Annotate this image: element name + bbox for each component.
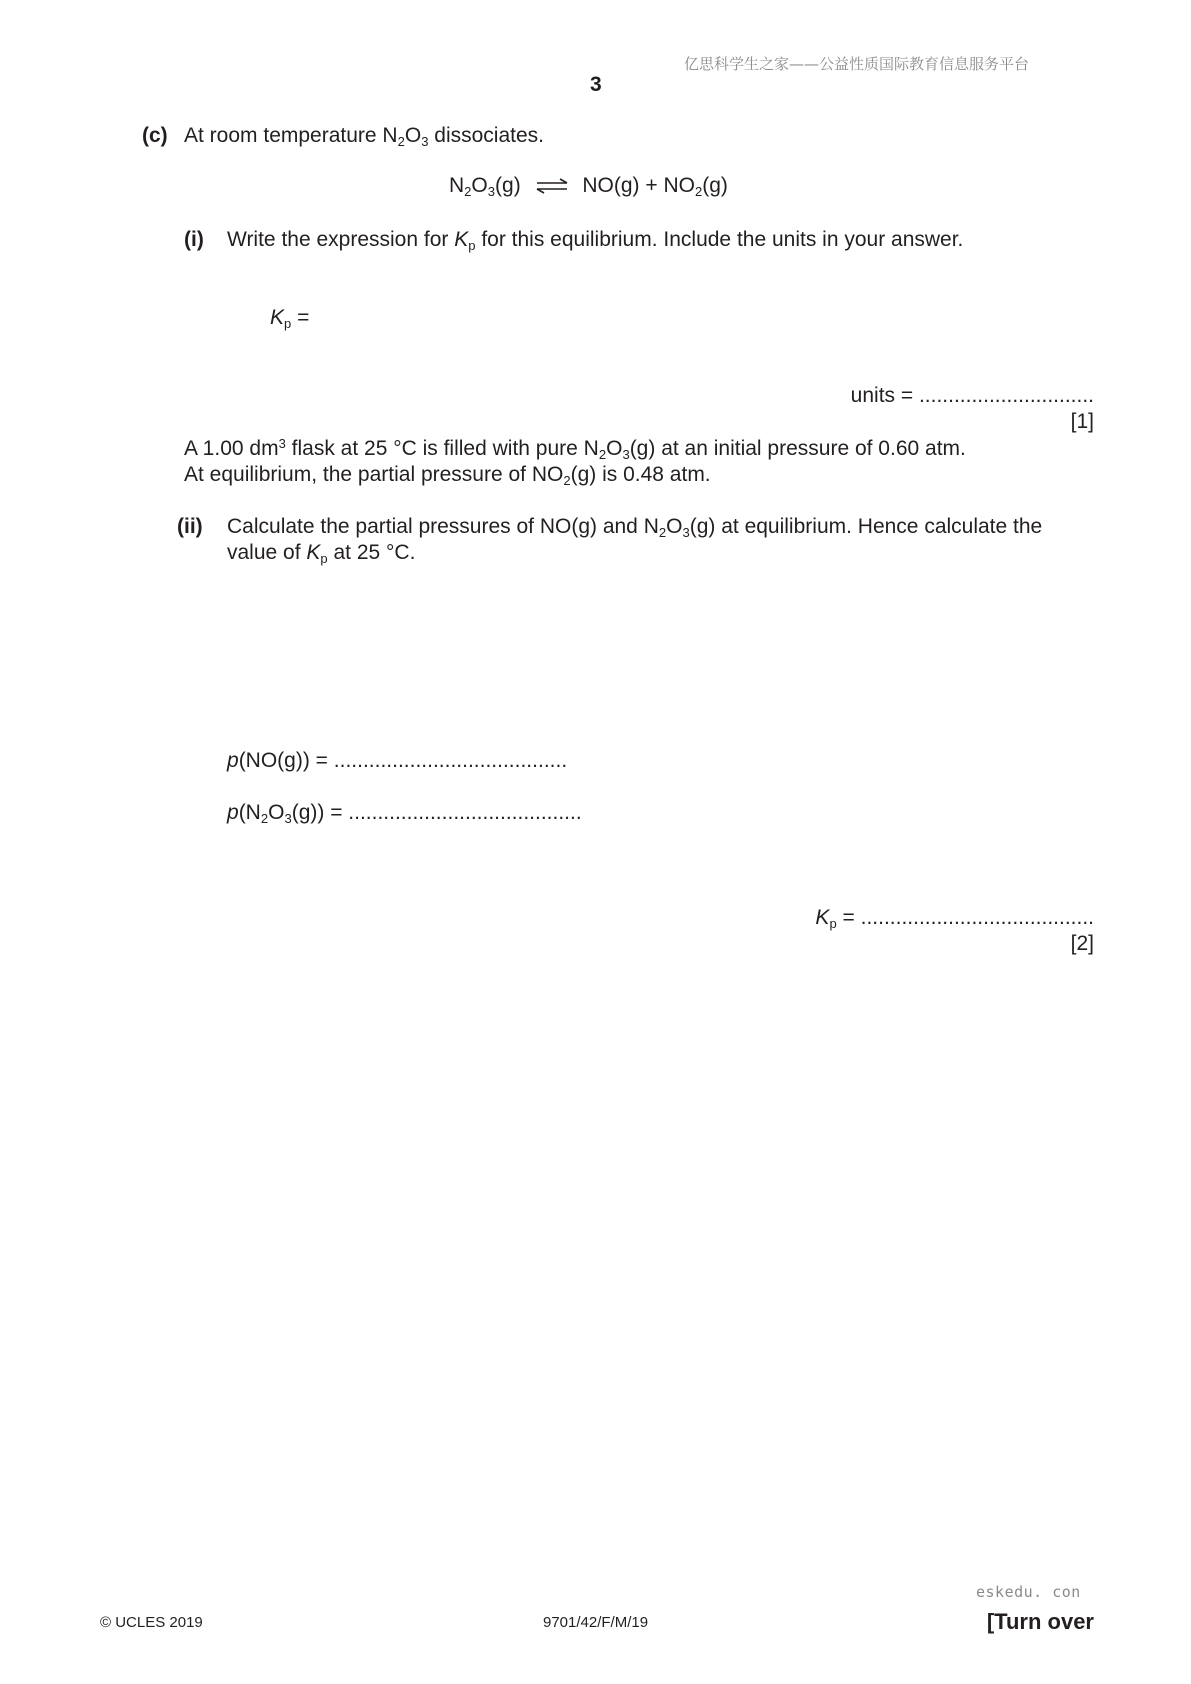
units-answer-line[interactable]: units = .............................. [850, 384, 1094, 407]
part-ii-label: (ii) [177, 515, 203, 538]
context-line-2: At equilibrium, the partial pressure of $NO_2(g)$ is 0.48 atm. [184, 463, 711, 488]
paper-code: 9701/42/F/M/19 [543, 1614, 649, 1631]
part-i-label: (i) [184, 228, 204, 251]
part-i-question: Write the expression for $K_p$ for this equilibrium. Include the units in your answer. [227, 228, 964, 253]
part-i-marks: [1] [1070, 410, 1094, 433]
part-ii-marks: [2] [1070, 932, 1094, 955]
page-number: 3 [590, 73, 602, 96]
dissociation-equation: $N_2O_3(g) NO(g) + NO_2(g)$ [449, 174, 728, 199]
part-ii-question-line-1: Calculate the partial pressures of NO(g) and $N_2O_3(g)$ at equilibrium. Hence calculate the [227, 515, 1043, 540]
footer-watermark: eskedu. con [976, 1583, 1081, 1601]
turn-over: [Turn over [986, 1609, 1094, 1634]
part-c-intro: At room temperature $N_2O_3$ dissociates. [184, 124, 544, 149]
part-ii-question-line-2: value of $K_p$ at 25 °C. [227, 541, 416, 566]
equilibrium-arrow-icon [535, 178, 569, 194]
kp-answer-line[interactable]: $K_p$ = ........................................ [815, 906, 1094, 931]
copyright: © UCLES 2019 [100, 1614, 203, 1631]
part-c-label: (c) [142, 124, 168, 147]
kp-expression-label: $K_p$ = [270, 306, 310, 331]
p-n2o3-answer-line[interactable]: $p(N_2O_3(g))$ = ........................................ [227, 801, 582, 826]
context-line-1: A 1.00 $dm^3$ flask at 25 °C is filled with pure $N_2O_3(g)$ at an initial pressure of 0.60 atm. [184, 435, 966, 462]
p-no-answer-line[interactable]: p(NO(g)) = ........................................ [227, 749, 568, 772]
header-watermark: 亿思科学生之家——公益性质国际教育信息服务平台 [684, 55, 1030, 73]
